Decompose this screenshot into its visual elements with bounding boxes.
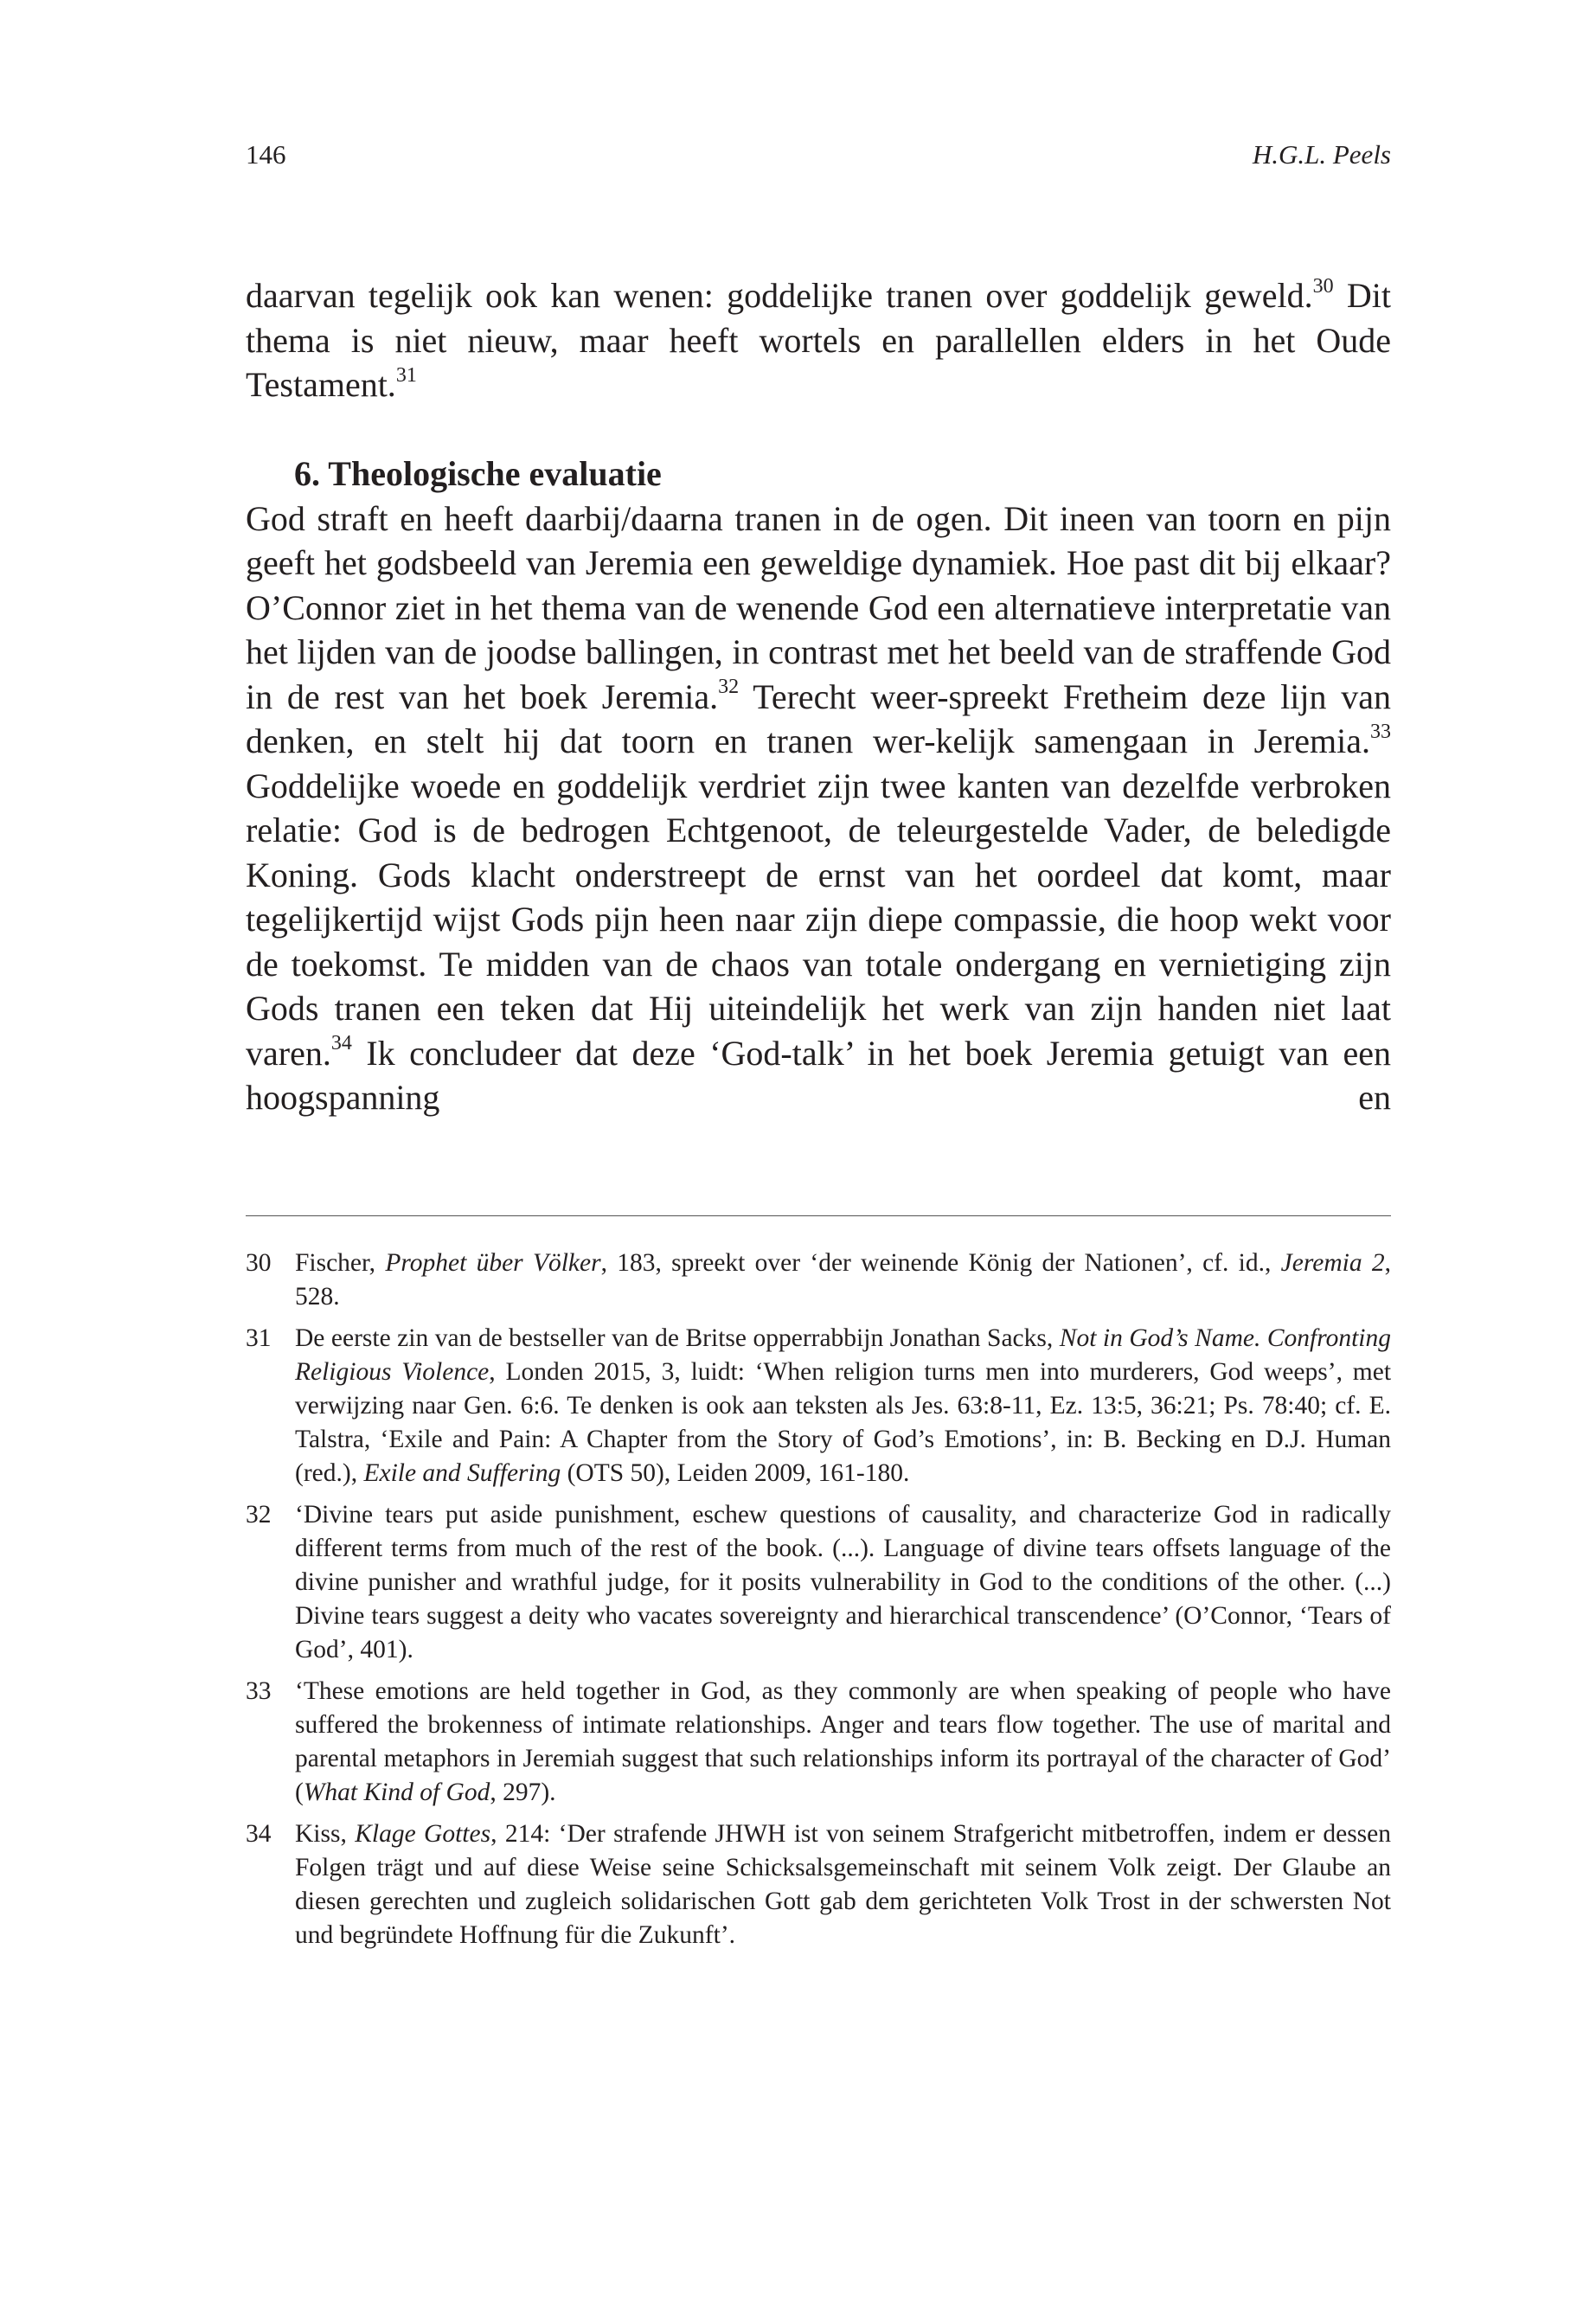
italic-title: Exile and Suffering — [363, 1459, 561, 1487]
italic-title: Prophet über Völker — [385, 1249, 601, 1277]
section-heading: 6. Theologische evaluatie — [294, 454, 662, 493]
footnote-text: De eerste zin van de bestseller van de Britse opperrabbijn Jonathan Sacks, Not in God’s Name. Confronting Religious Violence, Londen 2015, 3, luidt: ‘When religion turns men into murderers, God weeps’, met verwijzing naar Gen. 6:6. Te denken is ook aan teksten als Jes. 63:8-11, Ez. 13:5, 36:21; Ps. 78:40; cf. E. Talstra, ‘Exile and Pain: A Chapter from the Story of God’s Emotions’, in: B. Becking en D.J. Human (red.), Exile and Suffering (OTS 50), Leiden 2009, 161-180. — [295, 1324, 1392, 1487]
footnote — [246, 1247, 1391, 1314]
footnote-number: 31 — [246, 1324, 272, 1352]
footnote — [246, 1322, 1391, 1490]
footnote-text: ‘Divine tears put aside punishment, eschew questions of causality, and characterize God in radically different terms from much of the rest of the book. (...). Language of divine tears offsets language of the divine punisher and wrathful judge, for it posits vulnerability in God to the conditions of the other. (...) Divine tears suggest a deity who vacates sovereignty and hierarchical transcendence’ (O’Connor, ‘Tears of God’, 401). — [295, 1501, 1391, 1663]
footnote-ref: 34 — [330, 1032, 352, 1055]
footnote-text: Kiss, Klage Gottes, 214: ‘Der strafende JHWH ist von seinem Strafgericht mitbetroffen, indem er dessen Folgen trägt und auf diese Weise seine Schicksalsgemeinschaft mit seinem Volk zeigt. Der Glaube an diesen gerechten und zugleich solidarischen Gott gab dem gerichteten Volk Trost in der schwersten Not und begründete Hoffnung für die Zukunft’. — [295, 1820, 1391, 1949]
footnote — [246, 1817, 1391, 1952]
footnote — [246, 1498, 1391, 1667]
footnote-text: ‘These emotions are held together in God, as they commonly are when speaking of people who have suffered the brokenness of intimate relationships. Anger and tears flow together. The use of marital and parental metaphors in Jeremiah suggest that such relationships inform its portrayal of the character of God’ (What Kind of God, 297). — [295, 1677, 1391, 1806]
footnote-ref: 32 — [718, 676, 740, 699]
italic-title: What Kind of God — [303, 1779, 490, 1806]
page-number: 146 — [246, 139, 286, 170]
footnote-number: 32 — [246, 1501, 272, 1529]
paragraph: daarvan tegelijk ook kan wenen: goddelijke tranen over goddelijk geweld.$^{30}$ Dit thema is niet nieuw, maar heeft wortels en parallellen elders in het Oude Testament.$^{31}$ — [246, 274, 1391, 404]
footnote-separator — [246, 1215, 1391, 1216]
running-head-author: H.G.L. Peels — [1252, 139, 1391, 170]
footnote-number: 33 — [246, 1677, 272, 1705]
footnote-text: Fischer, Prophet über Völker, 183, spreekt over ‘der weinende König der Nationen’, cf. id., Jeremia 2, 528. — [295, 1249, 1392, 1311]
footnote-ref: 30 — [1312, 274, 1334, 298]
italic-title: Not in God’s Name. Confronting Religious Violence — [295, 1324, 1391, 1386]
footnotes — [246, 1247, 1391, 1960]
italic-title: Klage Gottes — [355, 1820, 491, 1848]
footnote — [246, 1675, 1391, 1810]
paragraph: God straft en heeft daarbij/daarna tranen in de ogen. Dit ineen van toorn en pijn geeft het godsbeeld van Jeremia een geweldige dynamiek. Hoe past dit bij elkaar? O’Connor ziet in het thema van de wenende God een alternatieve interpretatie van het lijden van de joodse ballingen, in contrast met het beeld van de straffende God in de rest van het boek Jeremia.$^{32}$ Terecht weer-spreekt Fretheim deze lijn van denken, en stelt hij dat toorn en tranen wer-kelijk samengaan in Jeremia.$^{33}$ Goddelijke woede en goddelijk verdriet zijn twee kanten van dezelfde verbroken relatie: God is de bedrogen Echtgenoot, de teleurgestelde Vader, de beledigde Koning. Gods klacht onderstreept de ernst van het oordeel dat komt, maar tegelijkertijd wijst Gods pijn heen naar zijn diepe compassie, die hoop wekt voor de toekomst. Te midden van de chaos van totale ondergang en vernietiging zijn Gods tranen een teken dat Hij uiteindelijk het werk van zijn handen niet laat varen.$^{34}$ Ik concludeer dat deze ‘God-talk’ in het boek Jeremia getuigt van een hoogspanning en — [246, 498, 1392, 1117]
footnote-number: 34 — [246, 1820, 272, 1848]
main-text — [246, 273, 1391, 1120]
italic-title: Jeremia 2 — [1280, 1249, 1385, 1277]
footnote-number: 30 — [246, 1249, 272, 1277]
footnote-ref: 31 — [395, 363, 417, 387]
footnote-ref: 33 — [1370, 720, 1391, 743]
